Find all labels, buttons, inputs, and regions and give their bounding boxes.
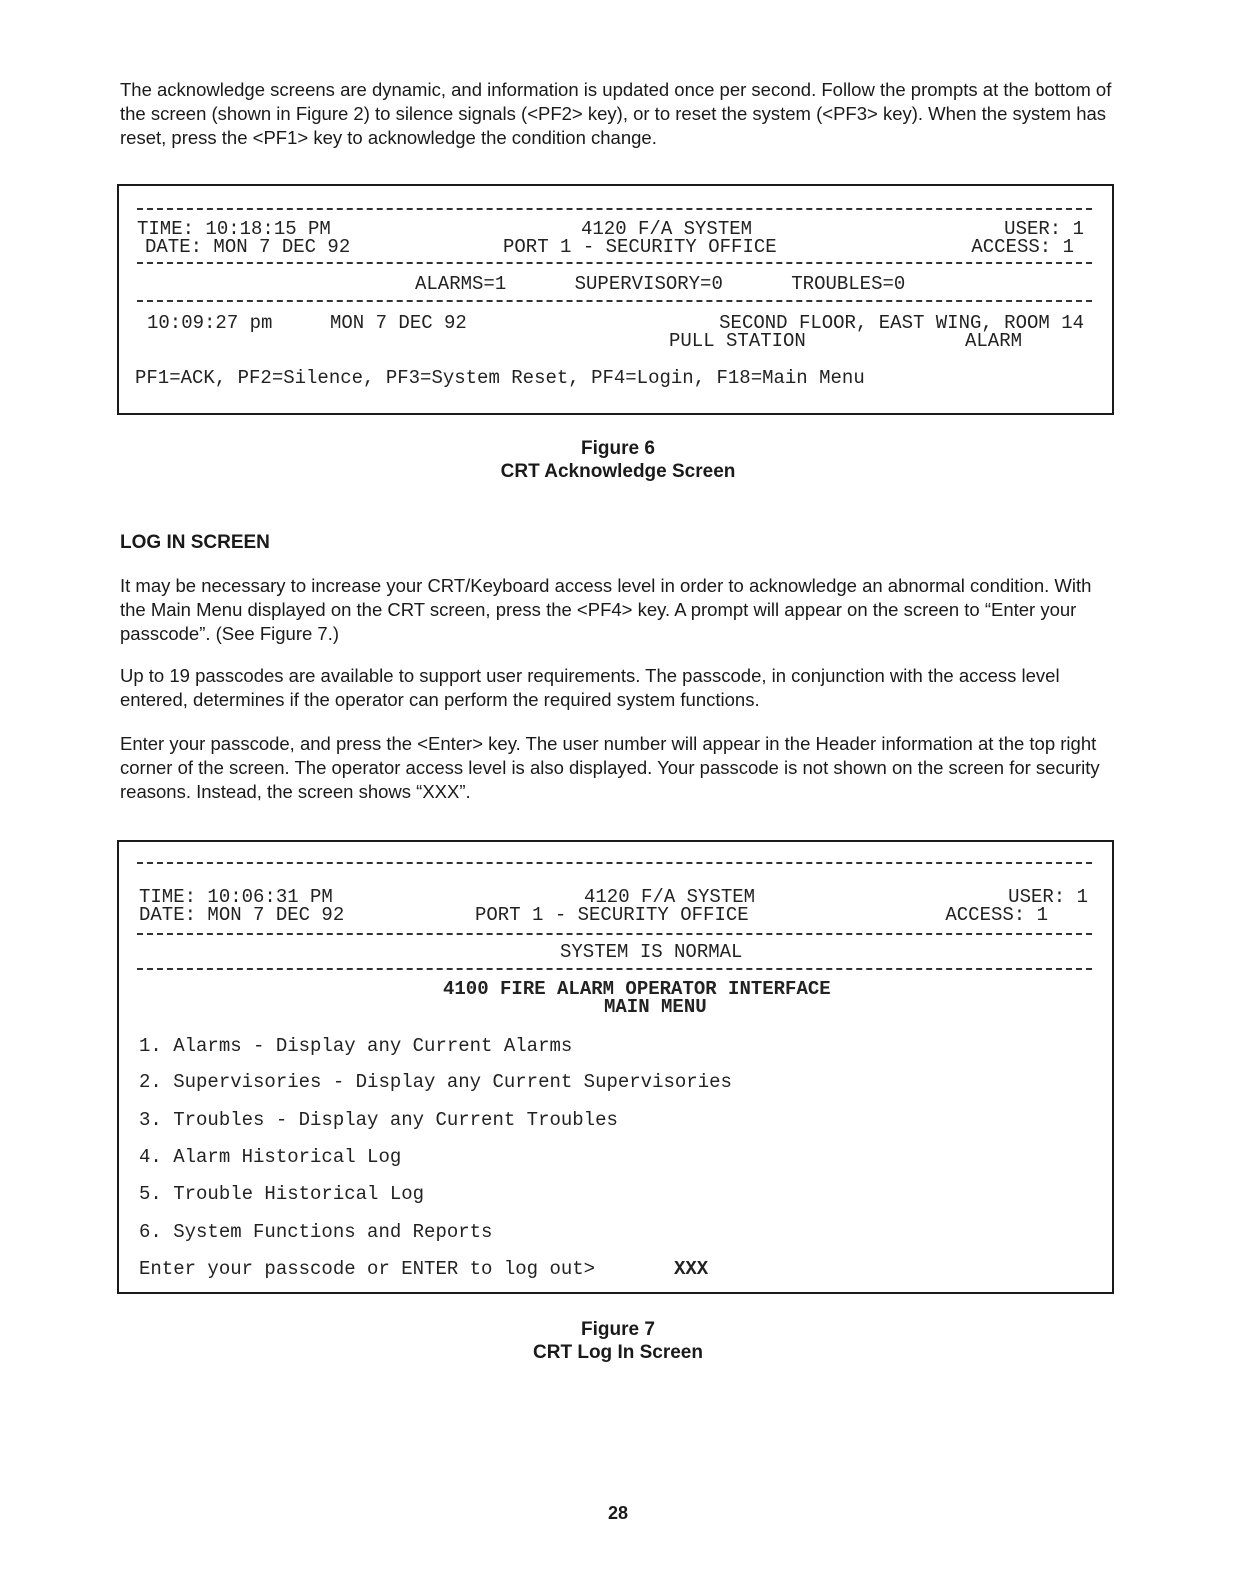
divider <box>137 862 1092 864</box>
header-time: TIME: 10:18:15 PM <box>137 218 331 240</box>
system-status: SYSTEM IS NORMAL <box>560 941 743 963</box>
passcode-prompt: Enter your passcode or ENTER to log out> <box>139 1258 596 1280</box>
menu-item-trouble-log[interactable]: 5. Trouble Historical Log <box>139 1183 425 1205</box>
event-device: PULL STATION <box>669 330 806 352</box>
figure-7-number: Figure 7 <box>581 1319 655 1340</box>
divider <box>137 208 1092 210</box>
passcode-input[interactable]: XXX <box>674 1258 709 1280</box>
menu-title: 4100 FIRE ALARM OPERATOR INTERFACE <box>443 978 831 1000</box>
event-time: 10:09:27 pm <box>147 312 273 334</box>
intro-paragraph: The acknowledge screens are dynamic, and information is updated once per second. Follow the prompts at the bottom of the screen (shown in Figure 2) to silence signals (<PF2> key), or to reset the system (<PF3> key). When the system has reset, press the <PF1> key to acknowledge the condition change. <box>120 79 1112 148</box>
divider <box>137 300 1092 302</box>
header-access: ACCESS: 1 <box>945 904 1048 926</box>
crt-login-screen <box>117 840 1114 1294</box>
menu-subtitle: MAIN MENU <box>604 996 707 1018</box>
event-date: MON 7 DEC 92 <box>330 312 467 334</box>
header-time: TIME: 10:06:31 PM <box>139 886 333 908</box>
paragraph: Up to 19 passcodes are available to support user requirements. The passcode, in conjunction with the access level entered, determines if the operator can perform the required system functions. <box>120 665 1060 710</box>
header-system: 4120 F/A SYSTEM <box>581 218 753 240</box>
header-date: DATE: MON 7 DEC 92 <box>145 236 351 258</box>
figure-6-title: CRT Acknowledge Screen <box>500 461 736 482</box>
menu-item-alarms[interactable]: 1. Alarms - Display any Current Alarms <box>139 1035 573 1057</box>
header-port: PORT 1 - SECURITY OFFICE <box>475 904 749 926</box>
divider <box>137 933 1092 935</box>
menu-item-troubles[interactable]: 3. Troubles - Display any Current Troubles <box>139 1109 618 1131</box>
event-location: SECOND FLOOR, EAST WING, ROOM 14 <box>719 312 1084 334</box>
header-port: PORT 1 - SECURITY OFFICE <box>503 236 777 258</box>
paragraph: It may be necessary to increase your CRT/Keyboard access level in order to acknowledge an abnormal condition. With the Main Menu displayed on the CRT screen, press the <PF4> key. A prompt will appear on the screen to “Enter your passcode”. (See Figure 7.) <box>120 575 1092 644</box>
paragraph: Enter your passcode, and press the <Enter> key. The user number will appear in the Header information at the top right corner of the screen. The operator access level is also displayed. Your passcode is not shown on the screen for security reasons. Instead, the screen shows “XXX”. <box>120 733 1100 802</box>
function-key-legend: PF1=ACK, PF2=Silence, PF3=System Reset, PF4=Login, F18=Main Menu <box>135 367 865 389</box>
header-user: USER: 1 <box>1008 886 1088 908</box>
status-counts: ALARMS=1 SUPERVISORY=0 TROUBLES=0 <box>415 273 906 295</box>
divider <box>137 968 1092 970</box>
event-type: ALARM <box>965 330 1023 352</box>
header-access: ACCESS: 1 <box>971 236 1074 258</box>
menu-item-alarm-log[interactable]: 4. Alarm Historical Log <box>139 1146 402 1168</box>
header-user: USER: 1 <box>1004 218 1084 240</box>
menu-item-supervisories[interactable]: 2. Supervisories - Display any Current Supervisories <box>139 1071 732 1093</box>
section-heading: LOG IN SCREEN <box>120 532 270 553</box>
header-date: DATE: MON 7 DEC 92 <box>139 904 345 926</box>
page-number: 28 <box>607 1503 629 1523</box>
crt-acknowledge-screen <box>117 184 1114 415</box>
header-system: 4120 F/A SYSTEM <box>584 886 756 908</box>
divider <box>137 262 1092 264</box>
menu-item-system-functions[interactable]: 6. System Functions and Reports <box>139 1221 493 1243</box>
figure-7-title: CRT Log In Screen <box>533 1342 703 1363</box>
figure-6-number: Figure 6 <box>581 438 655 459</box>
